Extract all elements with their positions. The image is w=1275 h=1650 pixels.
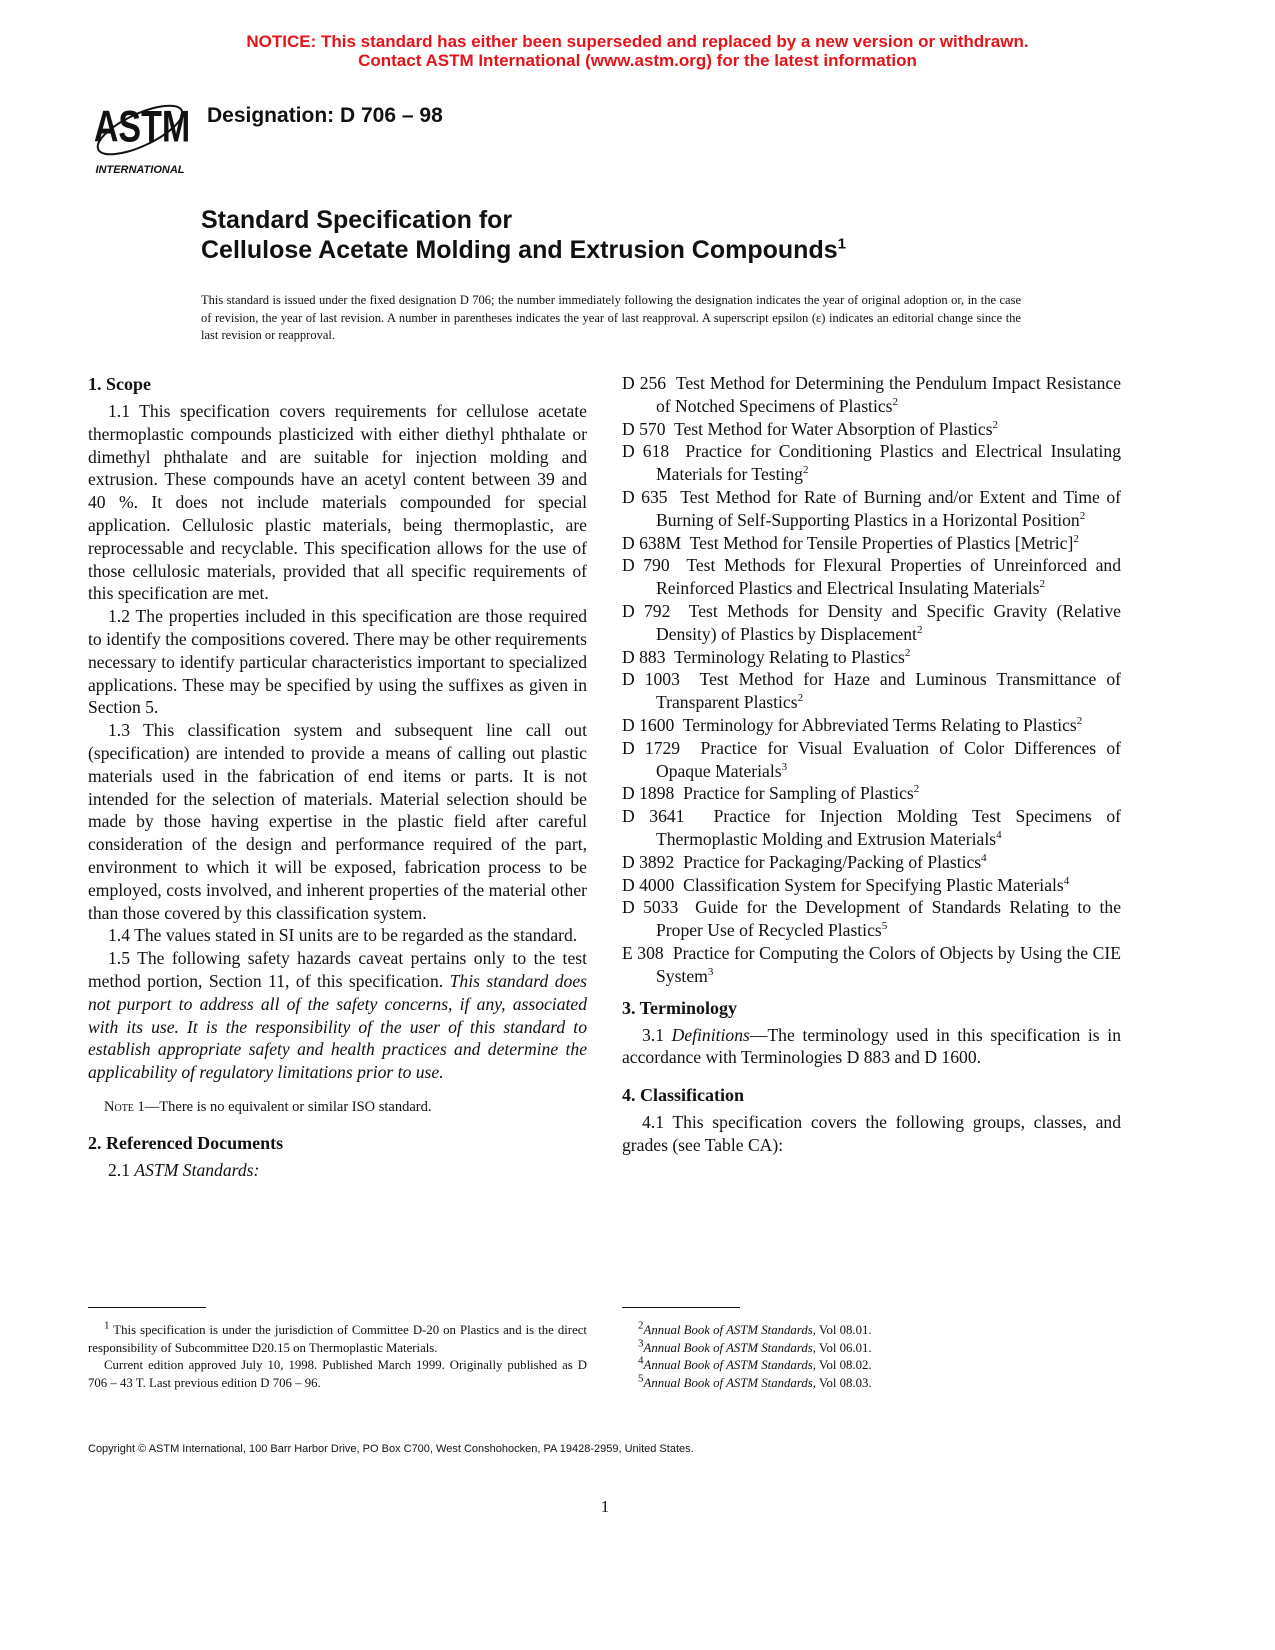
footnote (622, 1354, 1121, 1375)
footnote-ref: 2 (992, 418, 999, 431)
reference-code: D 883 (622, 646, 666, 667)
reference-code: D 5033 (622, 897, 679, 918)
text: 1.5 The following safety hazards caveat pertains only to the test method portion, Section 11, of this specification. (88, 948, 587, 991)
reference-title: Terminology Relating to Plastics (673, 646, 905, 667)
book-title: Annual Book of ASTM Standards (643, 1340, 813, 1355)
reference-title: Test Method for Tensile Properties of Plastics [Metric] (689, 532, 1074, 553)
section-heading-referenced-documents: 2. Referenced Documents (88, 1132, 284, 1153)
reference-item (622, 646, 1121, 669)
paragraph: 1.4 The values stated in SI units are to be regarded as the standard. (108, 925, 578, 946)
reference-code: D 3641 (622, 806, 685, 827)
reference-item (622, 714, 1121, 737)
reference-item (622, 851, 1121, 874)
footnote-ref: 3 (781, 760, 788, 773)
footnote-ref: 2 (797, 692, 804, 705)
footnote-ref: 5 (881, 920, 888, 933)
footnote-divider (88, 1307, 206, 1308)
reference-title: Test Method for Determining the Pendulum Impact Resistance of Notched Specimens of Plastics (656, 373, 1122, 416)
withdrawal-notice (0, 32, 1275, 70)
reference-title: Practice for Sampling of Plastics (683, 783, 914, 804)
reference-code: E 308 (622, 942, 664, 963)
notice-line-1: NOTICE: This standard has either been superseded and replaced by a new version or withdrawn. (246, 32, 1029, 51)
paragraph: 1.2 The properties included in this specification are those required to identify the compositions covered. There may be other requirements necessary to identify particular characteristics important to specialized applications. These may be specified by using the suffixes as given in Section 5. (88, 606, 587, 718)
note-label: Note (104, 1098, 134, 1115)
footnote-ref: 2 (1073, 532, 1079, 545)
reference-title: Guide for the Development of Standards Relating to the Proper Use of Recycled Plastics (656, 897, 1122, 941)
footnote-ref: 4 (981, 851, 987, 864)
reference-title: Practice for Packaging/Packing of Plastics (683, 851, 982, 872)
reference-item (622, 418, 1121, 441)
reference-code: D 1600 (622, 714, 675, 735)
left-column (88, 372, 587, 1182)
reference-code: D 790 (622, 555, 670, 576)
page-number: 1 (600, 1497, 610, 1516)
footnote-ref: 2 (892, 395, 898, 408)
volume: , Vol 08.02. (812, 1358, 872, 1373)
section-heading-scope: 1. Scope (88, 374, 151, 394)
footnote-text: Current edition approved July 10, 1998. Published March 1999. Originally published as D 706 – 43 T. Last previous edition D 706 – 96. (88, 1358, 587, 1390)
reference-item (622, 874, 1121, 897)
reference-item (622, 805, 1121, 851)
reference-item (622, 486, 1121, 532)
text: 2.1 (108, 1159, 135, 1180)
volume: , Vol 08.03. (812, 1375, 872, 1390)
footnote-text: This specification is under the jurisdiction of Committee D-20 on Plastics and is the direct responsibility of Subcommittee D20.15 on Thermoplastic Materials. (88, 1323, 587, 1355)
note-text: 1—There is no equivalent or similar ISO standard. (133, 1098, 432, 1115)
book-title: Annual Book of ASTM Standards (643, 1323, 813, 1337)
book-title: Annual Book of ASTM Standards (643, 1375, 813, 1390)
paragraph (622, 1024, 1121, 1070)
svg-text:ASTM: ASTM (93, 102, 191, 152)
reference-item (622, 896, 1121, 942)
reference-title: Test Methods for Flexural Properties of Unreinforced and Reinforced Plastics and Electrical Insulating Materials (656, 555, 1121, 599)
paragraph (88, 947, 587, 1084)
reference-item (622, 942, 1121, 988)
footnote-mark: 4 (638, 1354, 644, 1367)
reference-code: D 618 (622, 441, 670, 462)
reference-title: Practice for Visual Evaluation of Color Differences of Opaque Materials (656, 737, 1122, 781)
reference-list (622, 372, 1121, 988)
footnote-mark: 3 (638, 1337, 644, 1350)
caveat-text: This standard does not purport to address all of the safety concerns, if any, associated with its use. It is the responsibility of the user of this standard to establish appropriate safety and health practices and determine the applicability of regulatory limitations prior to use. (88, 970, 587, 1083)
reference-title: Classification System for Specifying Plastic Materials (683, 874, 1064, 895)
volume: , Vol 08.01. (812, 1323, 872, 1337)
footnote-ref: 3 (707, 965, 714, 978)
paragraph: 1.1 This specification covers requirements for cellulose acetate thermoplastic compounds plasticized with either diethyl phthalate or dimethyl phthalate and are suitable for injection molding and extrusion. These compounds have an acetyl content between 39 and 40 %. It does not include materials compounded for special application. Cellulosic plastic materials, being thermoplastic, are reprocessable and recyclable. This specification allows for the use of those cellulosic materials, provided that all specific requirements of this specification are met. (88, 401, 587, 604)
reference-code: D 4000 (622, 874, 675, 895)
reference-item (622, 372, 1121, 418)
title-line-2: Cellulose Acetate Molding and Extrusion Compounds (201, 236, 838, 264)
reference-item (622, 532, 1121, 555)
reference-title: Test Method for Rate of Burning and/or Extent and Time of Burning of Self-Supporting Plastics in a Horizontal Position (656, 486, 1121, 530)
footnote (622, 1337, 1121, 1358)
footnote-mark: 1 (104, 1319, 110, 1332)
footnote (622, 1372, 1121, 1393)
text: —The terminology used in this specification is in accordance with Terminologies D 883 and D 1600. (622, 1024, 1121, 1068)
reference-item (622, 600, 1121, 646)
paragraph: 4.1 This specification covers the following groups, classes, and grades (see Table CA): (622, 1112, 1121, 1155)
copyright: Copyright © ASTM International, 100 Barr Harbor Drive, PO Box C700, West Conshohocken, PA 19428-2959, United States. (88, 1443, 694, 1455)
footnote-ref: 4 (1063, 874, 1070, 887)
footnote-ref: 1 (837, 235, 846, 253)
footnote-divider (622, 1307, 740, 1308)
reference-code: D 1898 (622, 783, 675, 804)
reference-code: D 635 (622, 486, 668, 507)
reference-title: Test Method for Water Absorption of Plastics (673, 418, 993, 439)
volume: , Vol 06.01. (812, 1340, 872, 1355)
footnote (622, 1319, 1121, 1340)
reference-title: Test Methods for Density and Specific Gravity (Relative Density) of Plastics by Displacement (656, 600, 1121, 644)
right-column (622, 372, 1121, 1157)
reference-item (622, 737, 1121, 783)
reference-item (622, 668, 1121, 714)
footnotes-left (88, 1319, 587, 1392)
reference-title: Terminology for Abbreviated Terms Relating to Plastics (682, 714, 1077, 735)
footnote-ref: 4 (996, 829, 1002, 842)
notice-line-2: Contact ASTM International (www.astm.org) for the latest information (358, 51, 917, 70)
footnote-ref: 2 (1079, 509, 1086, 522)
footnote-mark: 2 (638, 1319, 644, 1332)
title-line-1: Standard Specification for (201, 206, 513, 234)
footnote-ref: 2 (913, 783, 920, 796)
term: Definitions (671, 1024, 750, 1045)
paragraph (88, 1159, 587, 1182)
footnotes-right (622, 1319, 1121, 1392)
designation: Designation: D 706 – 98 (207, 104, 443, 127)
reference-item (622, 554, 1121, 600)
reference-code: D 3892 (622, 851, 675, 872)
footnote-ref: 2 (1076, 715, 1083, 728)
paragraph: 1.3 This classification system and subsequent line call out (specification) are intended to provide a means of calling out plastic materials used in the fabrication of end items or parts. It is not intended for the selection of materials. Material selection should be made by those having expertise in the plastic field after careful consideration of the design and performance required of the part, environment to which it will be exposed, fabrication process to be employed, costs involved, and inherent properties of the material other than those covered by this classification system. (88, 720, 587, 923)
svg-text:INTERNATIONAL: INTERNATIONAL (95, 164, 185, 176)
footnote-ref: 2 (802, 464, 809, 477)
reference-code: D 570 (622, 418, 666, 439)
text: 3.1 (642, 1024, 672, 1045)
reference-code: D 1729 (622, 737, 681, 758)
reference-code: D 792 (622, 600, 671, 621)
reference-item (622, 782, 1121, 805)
section-heading-terminology: 3. Terminology (622, 997, 738, 1018)
footnote (88, 1319, 587, 1357)
reference-title: Practice for Conditioning Plastics and Electrical Insulating Materials for Testing (656, 441, 1122, 485)
reference-code: D 256 (622, 373, 667, 393)
reference-title: Test Method for Haze and Luminous Transmittance of Transparent Plastics (656, 669, 1121, 713)
reference-item (622, 440, 1121, 486)
footnote-ref: 2 (904, 646, 911, 659)
footnote-mark: 5 (638, 1372, 644, 1385)
reference-code: D 1003 (622, 669, 680, 690)
footnote-ref: 2 (1039, 578, 1046, 591)
footnote-ref: 2 (916, 623, 923, 636)
astm-logo-icon (92, 88, 192, 178)
document-title (201, 205, 846, 265)
note (88, 1096, 587, 1119)
issuance-statement: This standard is issued under the fixed designation D 706; the number immediately following the designation indicates the year of original adoption or, in the case of revision, the year of last revision. A number in parentheses indicates the year of last reapproval. A superscript epsilon (ε) indicates an editorial change since the last revision or reapproval. (201, 293, 1021, 342)
reference-title: Practice for Injection Molding Test Specimens of Thermoplastic Molding and Extrusion Materials (656, 806, 1122, 849)
reference-code: D 638M (622, 532, 682, 553)
book-title: Annual Book of ASTM Standards (643, 1358, 813, 1373)
subheading: ASTM Standards: (134, 1159, 260, 1180)
section-heading-classification: 4. Classification (622, 1085, 745, 1106)
reference-title: Practice for Computing the Colors of Objects by Using the CIE System (656, 942, 1121, 986)
